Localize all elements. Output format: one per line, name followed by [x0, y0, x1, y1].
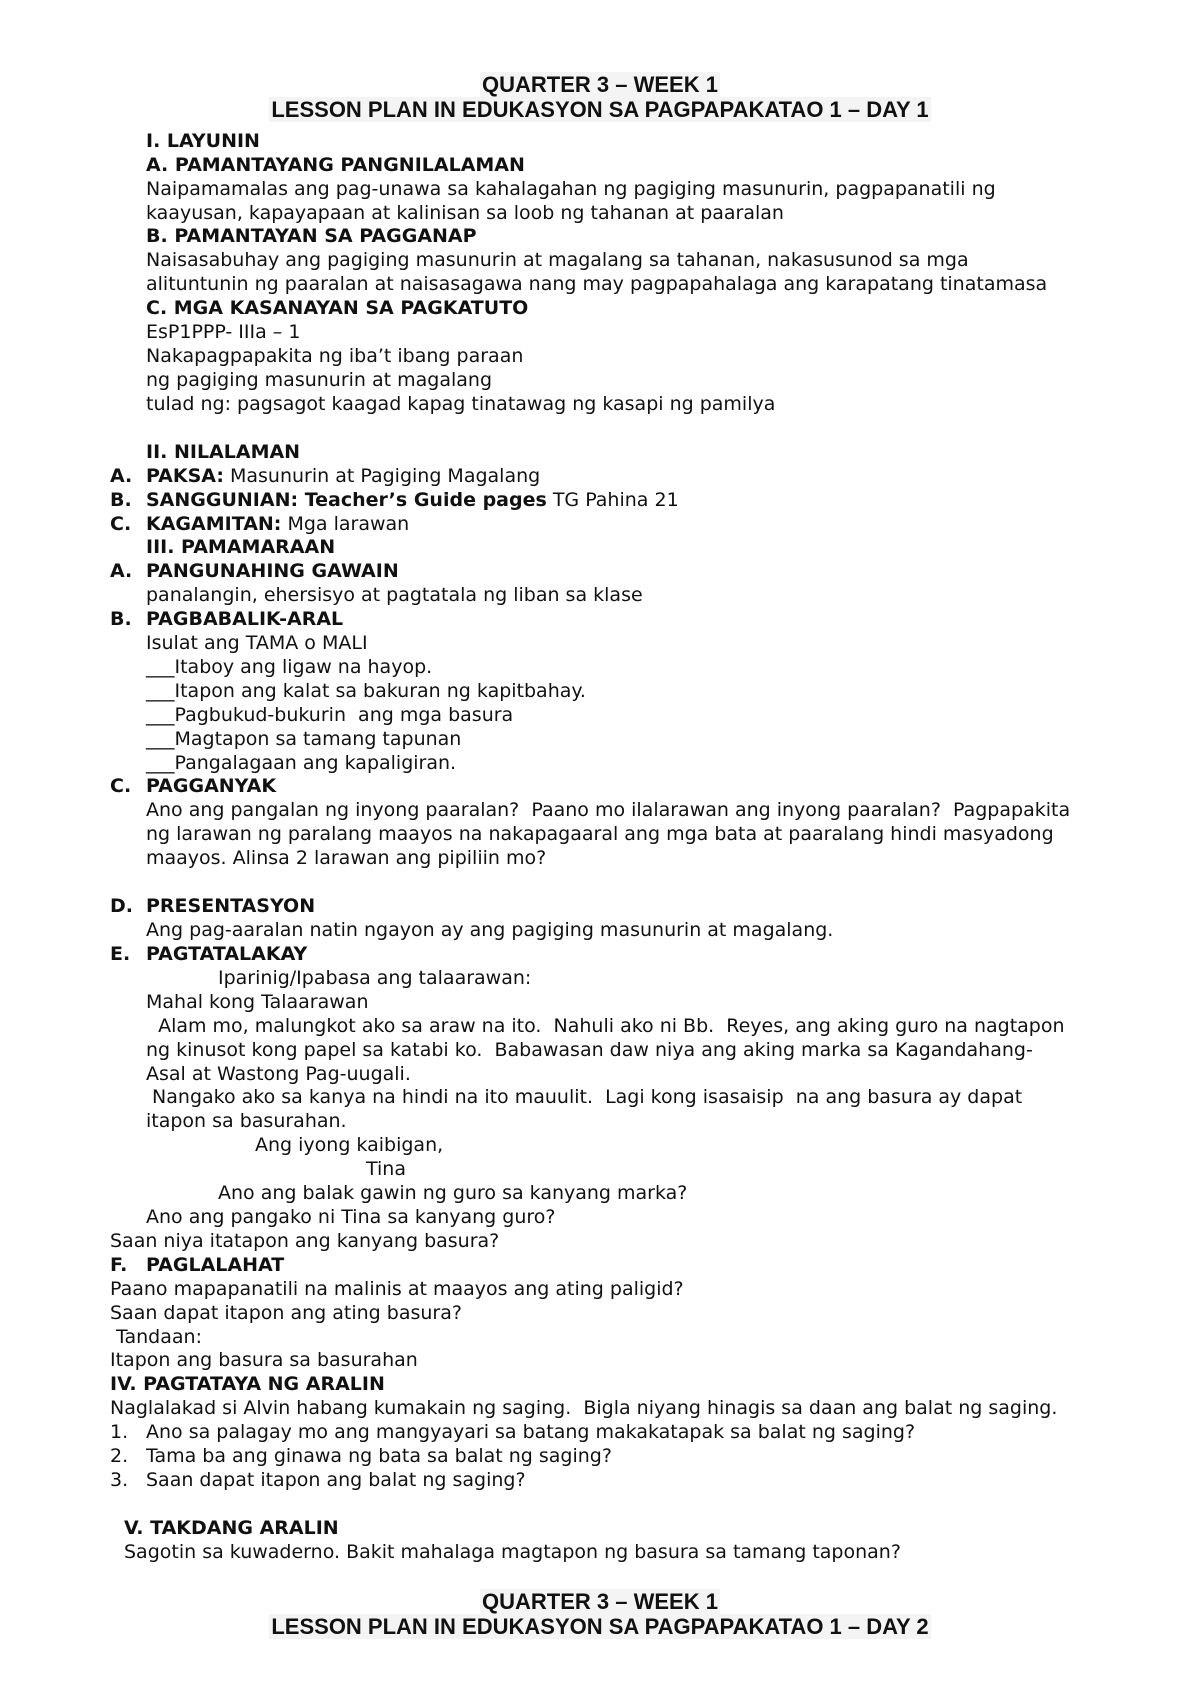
pagganyak-text-2: ng larawan ng paralang maayos na nakapagaaral ang mga bata at paaralang hindi masyadong — [146, 823, 1054, 845]
balik-aral-heading: PAGBABALIK-ARAL — [146, 608, 344, 630]
pagtataya-item-number: 3. — [110, 1469, 129, 1491]
kagamitan-marker: C. — [110, 513, 132, 535]
paglalahat-question: Saan dapat itapon ang ating basura? — [110, 1302, 462, 1324]
diary-text: Nangako ako sa kanya na hindi na ito mauulit. Lagi kong isasaisip na ang basura ay dapat — [146, 1086, 1023, 1108]
balik-aral-item: ___Magtapon sa tamang tapunan — [146, 728, 462, 750]
pagtatalakay-question: Saan niya itatapon ang kanyang basura? — [110, 1230, 500, 1252]
pagtataya-item-number: 1. — [110, 1421, 129, 1443]
day1-quarter-title: QUARTER 3 – WEEK 1 — [482, 72, 718, 97]
pagganyak-heading: PAGGANYAK — [146, 775, 277, 797]
pagganap-text-2: alituntunin ng paaralan at naisasagawa nang may pagpapahalaga ang karapatang tinatamasa — [146, 273, 1048, 295]
paksa-value: Masunurin at Pagiging Magalang — [223, 465, 541, 487]
day1-plan-title: LESSON PLAN IN EDUKASYON SA PAGPAPAKATAO 1 – DAY 1 — [271, 97, 929, 122]
pagtataya-item-number: 2. — [110, 1445, 129, 1467]
pagtataya-item: Saan dapat itapon ang balat ng saging? — [146, 1469, 526, 1491]
kagamitan-line — [146, 512, 409, 536]
kasanayan-text-2: ng pagiging masunurin at magalang — [146, 369, 493, 391]
gawain-marker: A. — [110, 560, 133, 582]
pangunahing-gawain-text: panalangin, ehersisyo at pagtatala ng liban sa klase — [146, 584, 643, 606]
layunin-heading: I. LAYUNIN — [146, 130, 260, 152]
pagganyak-marker: C. — [110, 775, 132, 797]
diary-signature: Tina — [366, 1158, 406, 1180]
pagtataya-heading: IV. PAGTATAYA NG ARALIN — [110, 1373, 385, 1395]
takdang-aralin-heading: V. TAKDANG ARALIN — [124, 1517, 339, 1539]
pamantayang-pangnilalaman-heading: A. PAMANTAYANG PANGNILALAMAN — [146, 154, 525, 176]
paglalahat-question: Paano mapapanatili na malinis at maayos ang ating paligid? — [110, 1278, 684, 1300]
tandaan-label: Tandaan: — [110, 1326, 202, 1348]
balik-aral-instruction: Isulat ang TAMA o MALI — [146, 632, 368, 654]
balik-aral-item: ___Pangalagaan ang kapaligiran. — [146, 752, 457, 774]
pagtatalakay-instruction: Iparinig/Ipabasa ang talaarawan: — [218, 967, 532, 989]
balik-aral-marker: B. — [110, 608, 132, 630]
kagamitan-label: KAGAMITAN: — [146, 513, 282, 535]
pangnilalaman-text-2: kaayusan, kapayapaan at kalinisan sa loob ng tahanan at paaralan — [146, 202, 784, 224]
kasanayan-heading: C. MGA KASANAYAN SA PAGKATUTO — [146, 297, 529, 319]
balik-aral-item: ___Itaboy ang ligaw na hayop. — [146, 656, 433, 678]
kasanayan-text-1: Nakapagpapakita ng iba’t ibang paraan — [146, 345, 524, 367]
takdang-aralin-text: Sagotin sa kuwaderno. Bakit mahalaga magtapon ng basura sa tamang taponan? — [124, 1541, 901, 1563]
pagtatalakay-question: Ano ang balak gawin ng guro sa kanyang marka? — [218, 1182, 688, 1204]
presentasyon-marker: D. — [110, 895, 133, 917]
diary-text: ng kinusot kong papel sa katabi ko. Babawasan daw niya ang aking marka sa Kagandahang- — [146, 1039, 1033, 1061]
balik-aral-item: ___Pagbukud-bukurin ang mga basura — [146, 704, 514, 726]
diary-text: itapon sa basurahan. — [146, 1110, 347, 1132]
competency-code: EsP1PPP- IIIa – 1 — [146, 321, 301, 343]
pagganyak-text-3: maayos. Alinsa 2 larawan ang pipiliin mo? — [146, 847, 547, 869]
day2-quarter-title: QUARTER 3 – WEEK 1 — [482, 1589, 718, 1614]
paksa-marker: A. — [110, 465, 133, 487]
pagganyak-text-1: Ano ang pangalan ng inyong paaralan? Paano mo ilalarawan ang inyong paaralan? Pagpapakita — [146, 799, 1071, 821]
pagganap-text-1: Naisasabuhay ang pagiging masunurin at magalang sa tahanan, nakasusunod sa mga — [146, 249, 969, 271]
pagtataya-item: Tama ba ang ginawa ng bata sa balat ng saging? — [146, 1445, 612, 1467]
diary-closing: Ang iyong kaibigan, — [255, 1134, 444, 1156]
day2-plan-title: LESSON PLAN IN EDUKASYON SA PAGPAPAKATAO 1 – DAY 2 — [271, 1614, 929, 1639]
sanggunian-value: TG Pahina 21 — [546, 489, 679, 511]
diary-title: Mahal kong Talaarawan — [146, 991, 369, 1013]
pamantayan-pagganap-heading: B. PAMANTAYAN SA PAGGANAP — [146, 225, 477, 247]
paksa-line — [146, 464, 540, 488]
kagamitan-value: Mga larawan — [281, 513, 410, 535]
paksa-label: PAKSA: — [146, 465, 224, 487]
pagtatalakay-marker: E. — [110, 943, 131, 965]
pagtataya-intro: Naglalakad si Alvin habang kumakain ng saging. Bigla niyang hinagis sa daan ang balat ng saging. — [110, 1397, 1058, 1419]
pagtatalakay-question: Ano ang pangako ni Tina sa kanyang guro? — [146, 1206, 556, 1228]
paglalahat-heading: PAGLALAHAT — [146, 1254, 285, 1276]
pangnilalaman-text-1: Naipamamalas ang pag-unawa sa kahalagahan ng pagiging masunurin, pagpapanatili ng — [146, 178, 996, 200]
balik-aral-item: ___Itapon ang kalat sa bakuran ng kapitbahay. — [146, 680, 586, 702]
paglalahat-marker: F. — [110, 1254, 128, 1276]
tandaan-text: Itapon ang basura sa basurahan — [110, 1349, 418, 1371]
sanggunian-label: SANGGUNIAN: Teacher’s Guide pages — [146, 489, 547, 511]
pagtataya-item: Ano sa palagay mo ang mangyayari sa batang makakatapak sa balat ng saging? — [146, 1421, 916, 1443]
sanggunian-line — [146, 488, 679, 512]
presentasyon-text: Ang pag-aaralan natin ngayon ay ang pagiging masunurin at magalang. — [146, 919, 834, 941]
sanggunian-marker: B. — [110, 489, 132, 511]
diary-text: Alam mo, malungkot ako sa araw na ito. Nahuli ako ni Bb. Reyes, ang aking guro na nagtapon — [146, 1015, 1065, 1037]
pamamaraan-heading: III. PAMAMARAAN — [146, 536, 336, 558]
pangunahing-gawain-heading: PANGUNAHING GAWAIN — [146, 560, 399, 582]
pagtatalakay-heading: PAGTATALAKAY — [146, 943, 308, 965]
kasanayan-text-3: tulad ng: pagsagot kaagad kapag tinatawag ng kasapi ng pamilya — [146, 393, 776, 415]
diary-text: Asal at Wastong Pag-uugali. — [146, 1063, 411, 1085]
presentasyon-heading: PRESENTASYON — [146, 895, 316, 917]
nilalaman-heading: II. NILALAMAN — [146, 441, 301, 463]
